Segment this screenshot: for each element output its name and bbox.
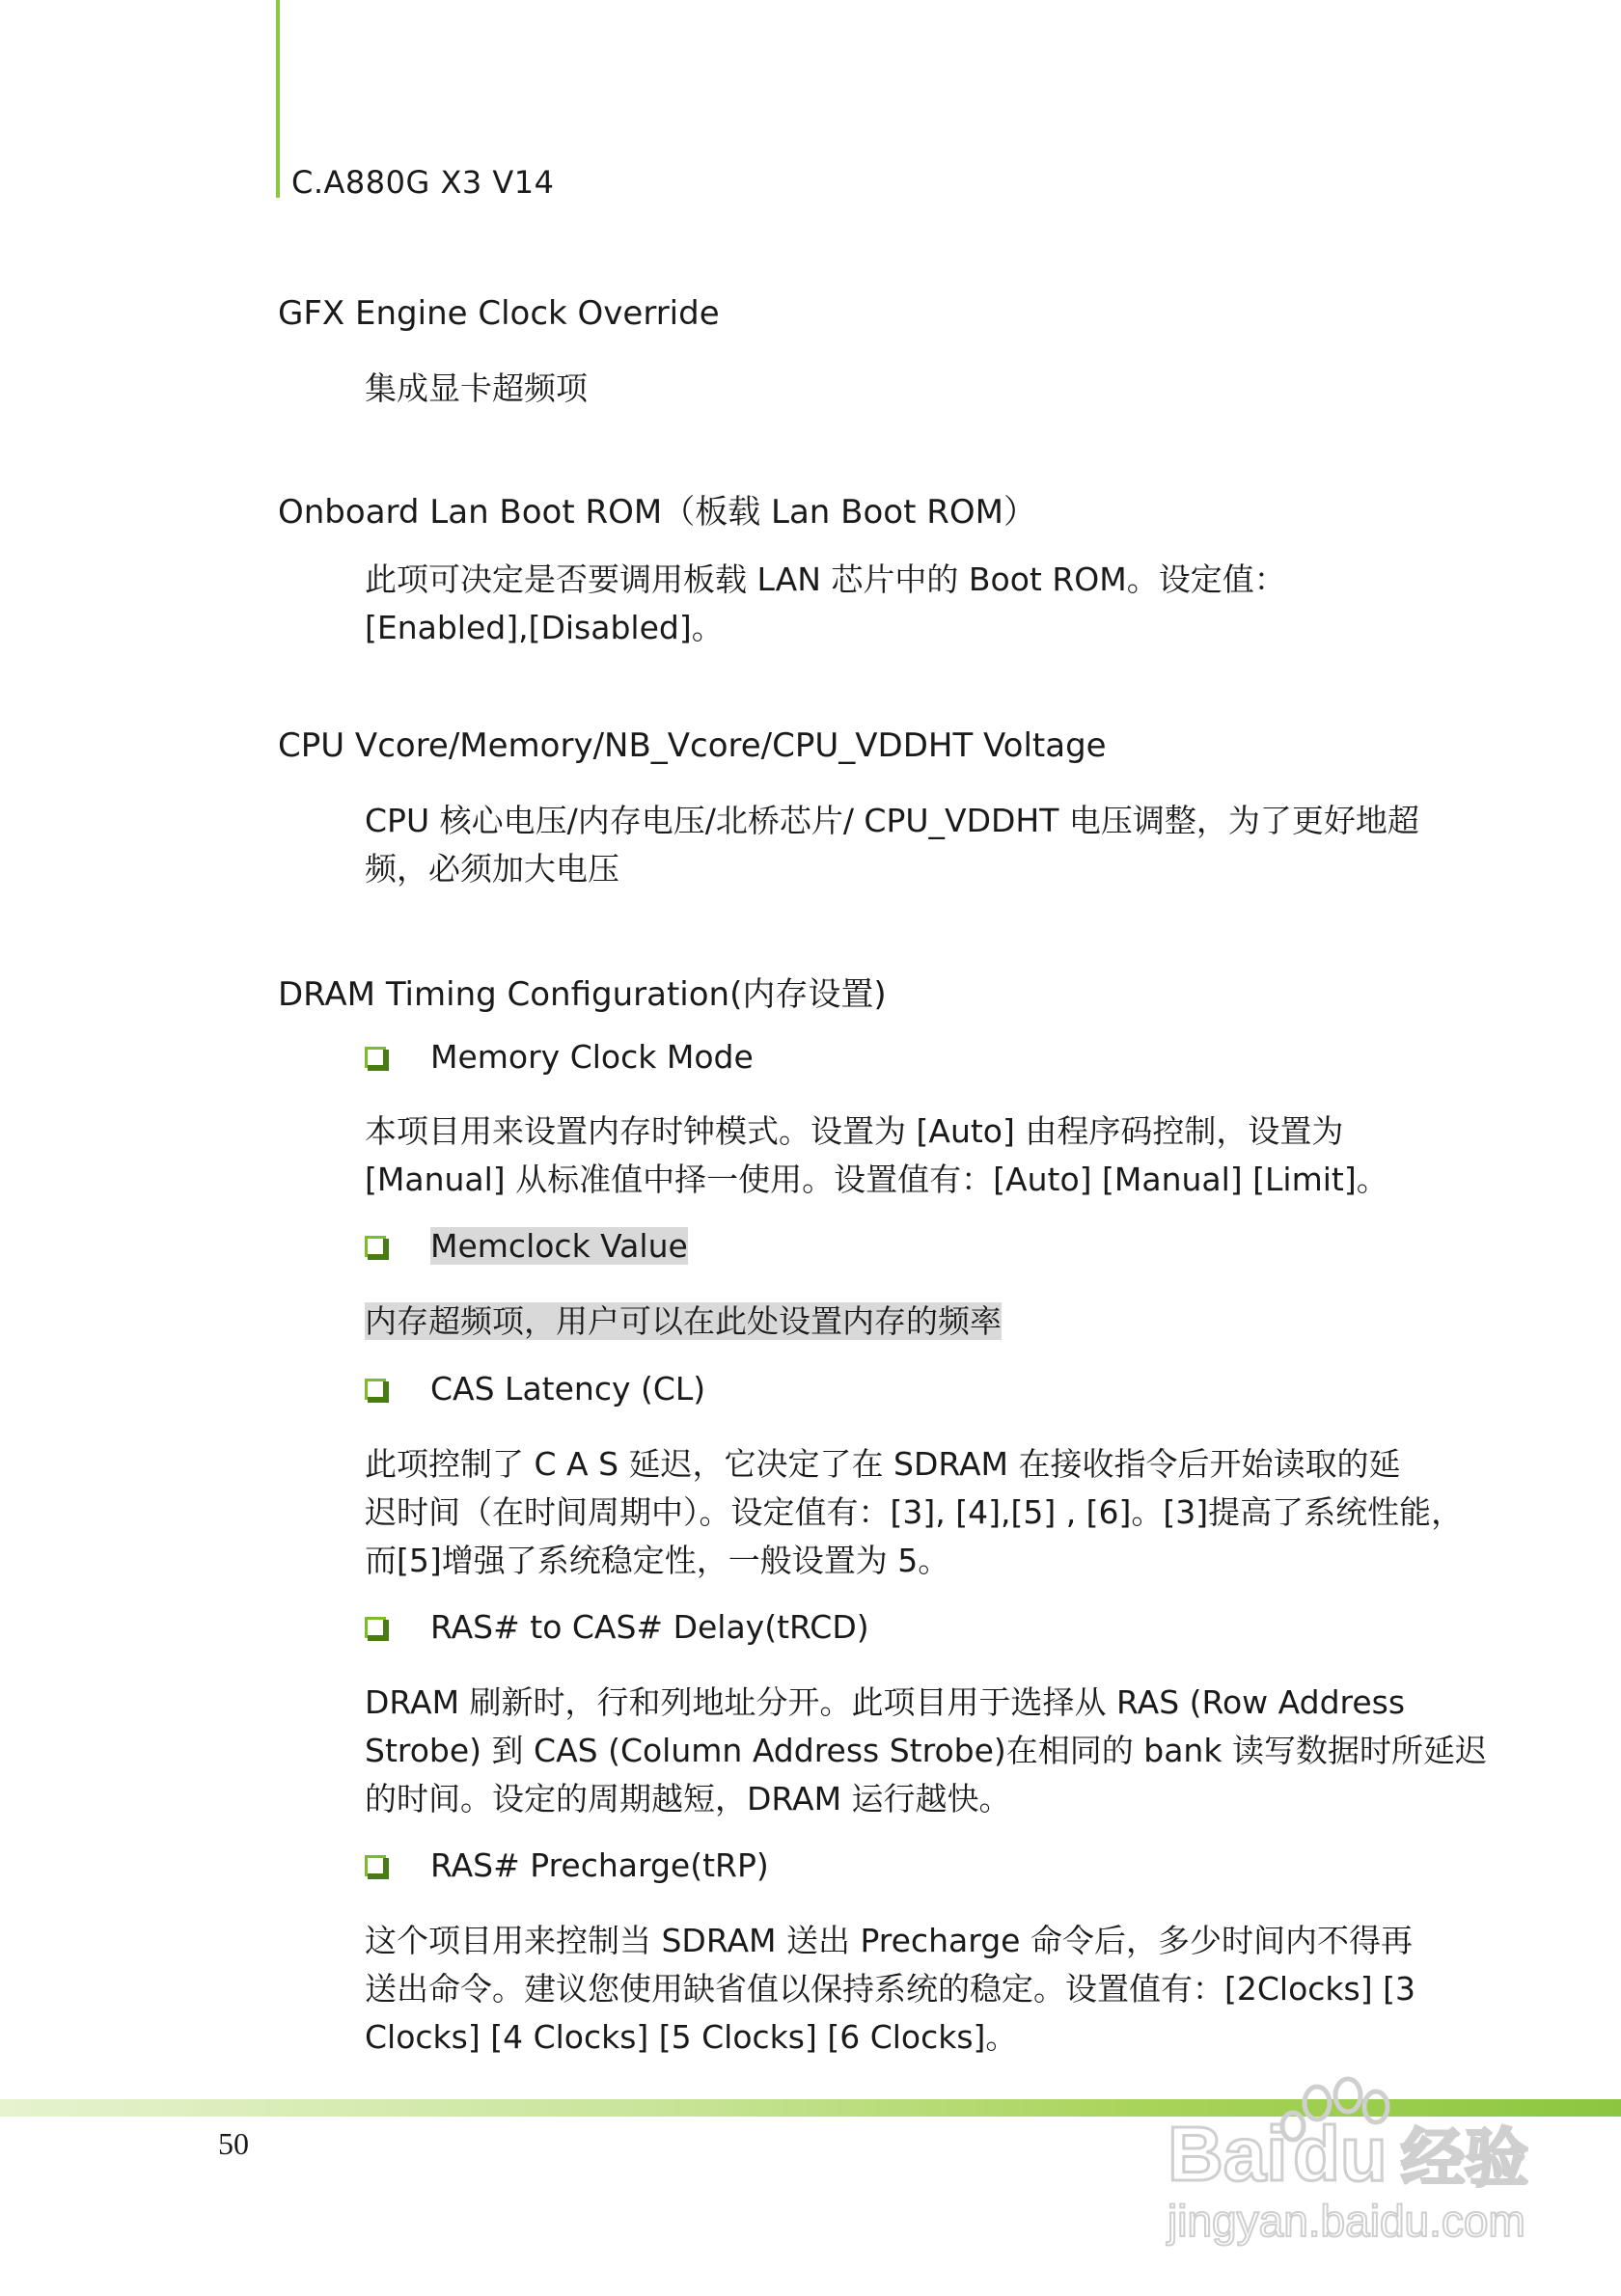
description-line: [Manual] 从标准值中择一使用。设置值有：[Auto] [Manual] [Limit]。	[365, 1161, 1388, 1198]
description-line: 这个项目用来控制当 SDRAM 送出 Precharge 命令后，多少时间内不得再	[365, 1922, 1413, 1959]
gfx-engine-clock-description	[365, 365, 1416, 413]
page-number: 50	[218, 2126, 249, 2161]
description-line: 本项目用来设置内存时钟模式。设置为 [Auto] 由程序码控制，设置为	[365, 1112, 1344, 1150]
watermark-brand-text: 经验	[1401, 2121, 1528, 2196]
cas-latency-item	[365, 1370, 705, 1408]
description-line: 集成显卡超频项	[365, 369, 588, 407]
cas-latency-description	[365, 1440, 1464, 1585]
ras-to-cas-delay-description	[365, 1679, 1487, 1823]
memclock-value-description	[365, 1298, 1416, 1346]
ras-precharge-label: RAS# Precharge(tRP)	[430, 1846, 769, 1884]
description-line: 的时间。设定的周期越短，DRAM 运行越快。	[365, 1780, 1011, 1818]
description-line: 此项可决定是否要调用板载 LAN 芯片中的 Boot ROM。设定值：	[365, 560, 1286, 598]
watermark-url-text: jingyan.baidu.com	[1168, 2196, 1525, 2246]
voltage-description	[365, 797, 1419, 893]
description-line: 频，必须加大电压	[365, 850, 619, 888]
baidu-jingyan-watermark	[1148, 2064, 1534, 2257]
checkbox-bullet-icon	[365, 1047, 386, 1068]
description-line: 迟时间（在时间周期中）。设定值有：[3], [4],[5] , [6]。[3]提高了系统性能，	[365, 1493, 1464, 1531]
watermark-brand-text: du	[1293, 2111, 1387, 2197]
memclock-value-label: Memclock Value	[430, 1227, 688, 1265]
ras-precharge-item	[365, 1846, 769, 1884]
description-line: DRAM 刷新时，行和列地址分开。此项目用于选择从 RAS (Row Address	[365, 1683, 1406, 1721]
memory-clock-mode-description	[365, 1107, 1416, 1204]
memclock-value-item	[365, 1227, 688, 1265]
document-code: C.A880G X3 V14	[291, 164, 555, 201]
description-line: [Enabled],[Disabled]。	[365, 609, 724, 646]
cas-latency-label: CAS Latency (CL)	[430, 1370, 706, 1408]
checkbox-bullet-icon	[365, 1617, 386, 1638]
watermark-brand-text: Bai	[1168, 2111, 1288, 2197]
checkbox-bullet-icon	[365, 1379, 386, 1400]
description-line: 内存超频项，用户可以在此处设置内存的频率	[365, 1302, 1002, 1340]
memory-clock-mode-label: Memory Clock Mode	[430, 1038, 754, 1076]
gfx-engine-clock-title: GFX Engine Clock Override	[278, 294, 720, 333]
description-line: 送出命令。建议您使用缺省值以保持系统的稳定。设置值有：[2Clocks] [3	[365, 1970, 1415, 2008]
header-accent-bar	[276, 0, 280, 198]
voltage-title: CPU Vcore/Memory/NB_Vcore/CPU_VDDHT Voltage	[278, 726, 1107, 765]
ras-to-cas-delay-item	[365, 1608, 869, 1646]
description-line: Strobe) 到 CAS (Column Address Strobe)在相同的 bank 读写数据时所延迟	[365, 1732, 1487, 1769]
dram-timing-title: DRAM Timing Configuration(内存设置)	[278, 975, 887, 1014]
description-line: 此项控制了 C A S 延迟，它决定了在 SDRAM 在接收指令后开始读取的延	[365, 1445, 1401, 1483]
ras-precharge-description	[365, 1917, 1416, 2062]
description-line: 而[5]增强了系统稳定性，一般设置为 5。	[365, 1542, 950, 1579]
description-line: Clocks] [4 Clocks] [5 Clocks] [6 Clocks]。	[365, 2018, 1018, 2056]
ras-to-cas-delay-label: RAS# to CAS# Delay(tRCD)	[430, 1608, 869, 1646]
onboard-lan-boot-rom-title: Onboard Lan Boot ROM（板载 Lan Boot ROM）	[278, 493, 1036, 532]
onboard-lan-boot-rom-description	[365, 556, 1416, 652]
memory-clock-mode-item	[365, 1038, 754, 1076]
checkbox-bullet-icon	[365, 1236, 386, 1257]
description-line: CPU 核心电压/内存电压/北桥芯片/ CPU_VDDHT 电压调整，为了更好地超	[365, 802, 1419, 839]
checkbox-bullet-icon	[365, 1855, 386, 1876]
